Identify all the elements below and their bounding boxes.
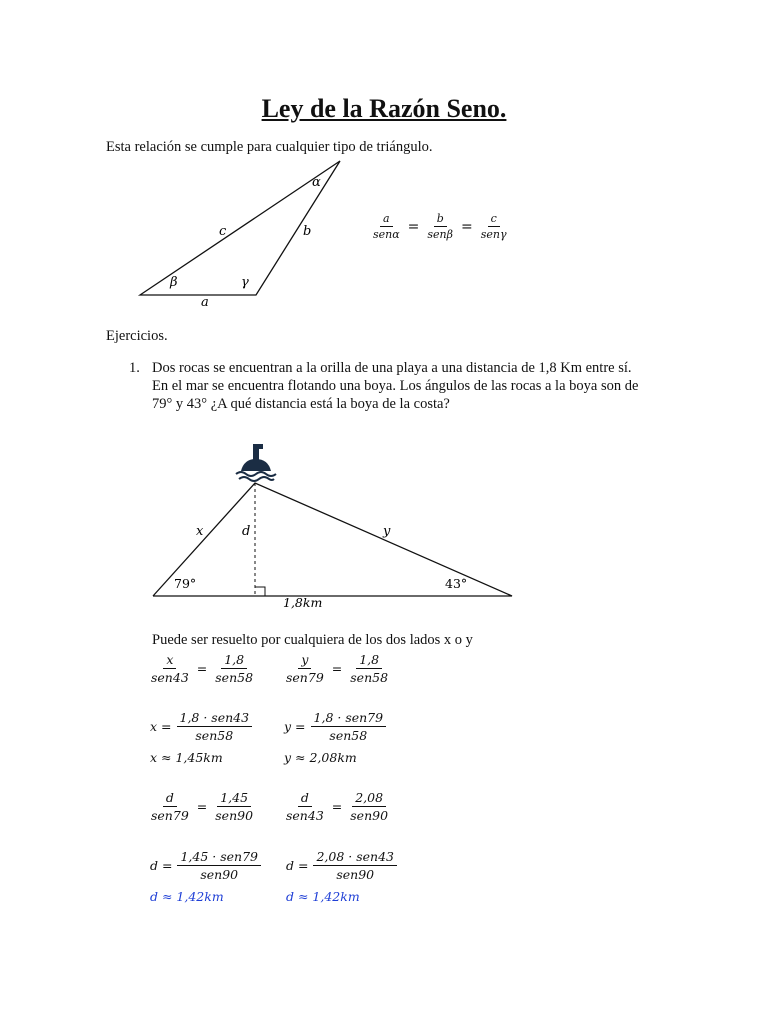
eq-d2-d2: sen90 [350,808,389,823]
eq-d3-lhs: d = [150,858,173,873]
eq-x-lhs: x = [150,719,172,734]
eq-d2-d1: sen43 [286,808,324,823]
side-x-label: x [196,524,204,539]
side-b-label: b [303,224,312,239]
law-eq-2: = [461,218,473,235]
eq-d1-n2: 1,45 [217,790,251,807]
buoy-icon [236,444,276,481]
answer-left: d ≈ 1,42km [150,889,224,904]
law-den-c: senγ [480,228,507,241]
side-d-label: d [242,524,251,539]
answer-right: d ≈ 1,42km [286,889,360,904]
buoy-diagram [140,435,530,615]
eq-y-equals: = [331,661,343,676]
law-num-c: c [488,212,500,227]
beta-label: β [170,275,178,290]
eq-d4-lhs: d = [286,858,309,873]
eq-x-equals: = [196,661,208,676]
eq-x-n1: x [163,652,176,669]
angle-43-label: 43° [445,576,468,591]
eq-d-solve-right [286,849,397,882]
angle-79-label: 79° [174,576,197,591]
eq-y-approx: y ≈ 2,08km [284,750,357,765]
eq-d4-num: 2,08 · sen43 [313,849,397,866]
eq-y-den: sen58 [329,728,368,743]
eq-d2-ratio [283,790,391,823]
right-angle-mark [255,587,265,596]
triangle-diagram [130,155,360,315]
law-num-a: a [380,212,393,227]
problem-line-1: Dos rocas se encuentran a la orilla de una playa a una distancia de 1,8 Km entre sí. [152,360,632,376]
eq-x-n2: 1,8 [221,652,247,669]
eq-y-d1: sen79 [286,670,324,685]
eq-y-solve [284,710,386,743]
problem-line-2: En el mar se encuentra flotando una boya. Los ángulos de las rocas a la boya son de [152,378,639,394]
eq-d1-equals: = [196,799,208,814]
side-a-label: a [201,295,209,310]
problem-line-3: 79° y 43° ¿A qué distancia está la boya de la costa? [152,396,450,412]
eq-x-solve [150,710,252,743]
alpha-label: α [312,175,321,190]
eq-x-d2: sen58 [215,670,254,685]
eq-d-solve-left [150,849,261,882]
intro-text: Esta relación se cumple para cualquier tipo de triángulo. [106,139,433,155]
solution-intro: Puede ser resuelto por cualquiera de los dos lados x o y [152,632,473,648]
eq-d2-n1: d [298,790,312,807]
exercises-label: Ejercicios. [106,328,168,344]
eq-d3-num: 1,45 · sen79 [177,849,261,866]
eq-d1-ratio [148,790,256,823]
eq-y-lhs: y = [284,719,306,734]
eq-d2-n2: 2,08 [352,790,386,807]
eq-x-num: 1,8 · sen43 [177,710,253,727]
base-label: 1,8km [283,595,323,610]
law-of-sines [370,212,510,241]
eq-d4-den: sen90 [336,867,375,882]
law-num-b: b [434,212,447,227]
law-den-a: senα [373,228,400,241]
eq-x-d1: sen43 [151,670,189,685]
eq-y-num: 1,8 · sen79 [311,710,387,727]
eq-y-ratio [283,652,391,685]
eq-d3-den: sen90 [200,867,239,882]
eq-y-d2: sen58 [350,670,389,685]
eq-d1-n1: d [163,790,177,807]
law-eq-1: = [407,218,420,235]
eq-y-n2: 1,8 [356,652,382,669]
page-title: Ley de la Razón Seno. [261,94,507,123]
eq-x-den: sen58 [195,728,234,743]
side-y-label: y [383,524,391,539]
eq-x-ratio [148,652,256,685]
eq-y-n1: y [298,652,311,669]
gamma-label: γ [241,275,249,290]
problem-number: 1. [129,360,140,376]
eq-x-approx: x ≈ 1,45km [150,750,223,765]
eq-d1-d1: sen79 [151,808,189,823]
eq-d2-equals: = [331,799,343,814]
eq-d1-d2: sen90 [215,808,254,823]
law-den-b: senβ [427,228,454,241]
side-c-label: c [219,224,227,239]
